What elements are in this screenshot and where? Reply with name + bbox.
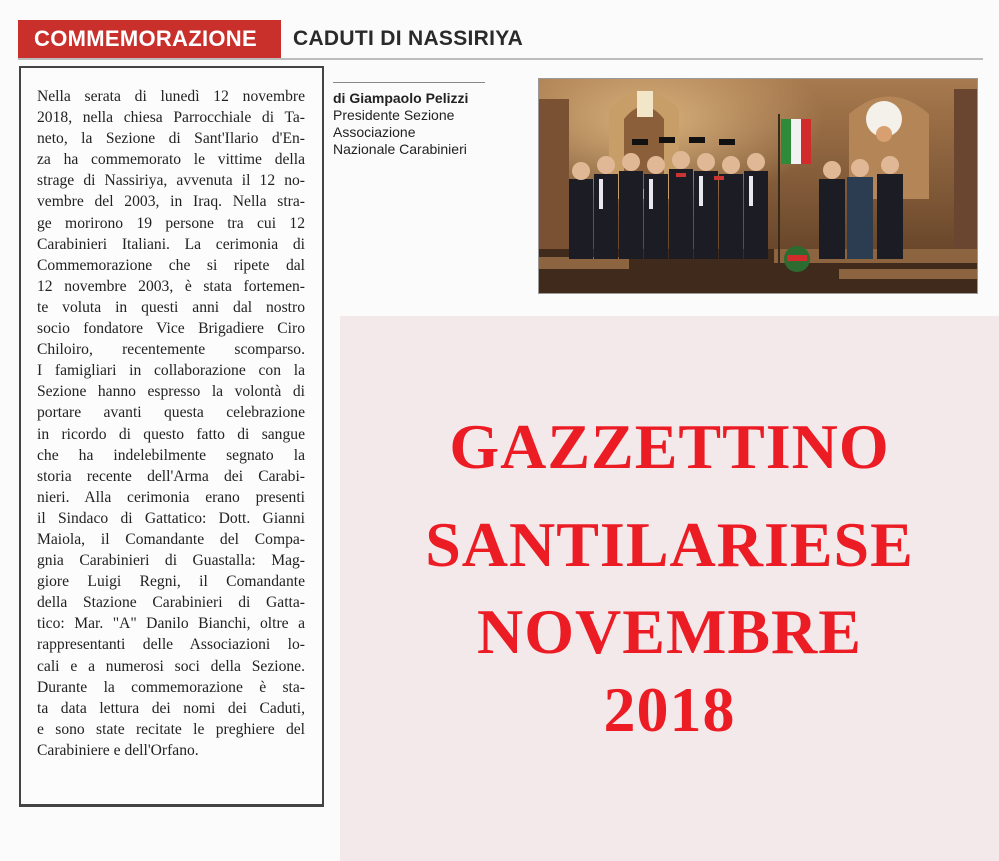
article-line: Nella serata di lunedì 12 novembre <box>37 88 305 105</box>
ceremony-photo <box>538 78 978 294</box>
article-line: e sono state recitate le preghiere del <box>37 720 305 738</box>
article-line: vembre del 2003, in Iraq. Nella stra- <box>37 193 305 211</box>
article-line: che ha indelebilmente segnato la <box>37 446 305 464</box>
overlay-line-santilariese: SANTILARIESE <box>425 509 914 580</box>
byline-role-line: Associazione <box>333 124 416 140</box>
article-line: I famigliari in collaborazione con la <box>37 362 305 380</box>
article-line: za ha commemorato le vittime della <box>37 151 305 169</box>
article-line: Maiola, il Comandante del Compa- <box>37 530 305 548</box>
byline-author: di Giampaolo Pelizzi <box>333 90 469 106</box>
article-line: Carabiniere e dell'Orfano. <box>37 741 199 759</box>
article-line: in ricordo di questo fatto di sangue <box>37 425 305 443</box>
article-line: ge morirono 19 persone tra cui 12 <box>37 214 305 232</box>
article-line: ta data lettura dei nomi dei Caduti, <box>37 699 305 717</box>
section-tag: COMMEMORAZIONE <box>18 20 281 58</box>
article-line: Durante la commemorazione è sta- <box>37 678 305 696</box>
article-line: strage di Nassiriya, avvenuta il 12 no- <box>37 172 305 190</box>
article-line: 12 novembre 2003, è stata fortemen- <box>37 277 305 295</box>
article-line: Carabinieri Italiani. La cerimonia di <box>37 235 305 253</box>
article-line: te voluta in questi anni dal nostro <box>37 298 305 316</box>
header-divider <box>18 58 983 60</box>
ceremony-photo-image <box>539 79 977 293</box>
article-line: portare avanti questa celebrazione <box>37 404 305 422</box>
article-title: CADUTI DI NASSIRIYA <box>293 27 524 50</box>
byline-role-line: Presidente Sezione <box>333 107 455 123</box>
overlay-line-year: 2018 <box>603 674 736 745</box>
article-line: socio fondatore Vice Brigadiere Ciro <box>37 320 305 338</box>
article-line: Chiloiro, recentemente scomparso. <box>37 341 305 359</box>
byline-role-line: Nazionale Carabinieri <box>333 141 467 157</box>
overlay-line-novembre: NOVEMBRE <box>477 596 862 667</box>
article-line: Commemorazione che si ripete dal <box>37 256 305 274</box>
article-line: gnia Carabinieri di Guastalla: Mag- <box>37 552 305 570</box>
article-line: cali e a numerosi soci della Sezione. <box>37 657 305 675</box>
article-line: nieri. Alla cerimonia erano presenti <box>37 488 305 506</box>
article-line: della Stazione Carabinieri di Gatta- <box>37 594 305 612</box>
article-line: Sezione hanno espresso la volontà di <box>37 383 305 401</box>
article-line: storia recente dell'Arma dei Carabi- <box>37 467 305 485</box>
byline <box>333 90 513 158</box>
article-line: giore Luigi Regni, il Comandante <box>37 573 305 591</box>
article-line: neto, la Sezione di Sant'Ilario d'En- <box>37 130 305 148</box>
notice-panel <box>340 316 999 861</box>
section-header <box>18 20 983 60</box>
article-line: rappresentanti delle Associazioni lo- <box>37 636 305 654</box>
article-line: 2018, nella chiesa Parrocchiale di Ta- <box>37 109 305 127</box>
article-body <box>37 86 305 761</box>
article-line: il Sindaco di Gattatico: Dott. Gianni <box>37 509 305 527</box>
overlay-line-gazzettino: GAZZETTINO <box>449 411 890 482</box>
article-line: tico: Mar. "A" Danilo Bianchi, oltre a <box>37 615 305 633</box>
byline-divider <box>333 82 485 83</box>
